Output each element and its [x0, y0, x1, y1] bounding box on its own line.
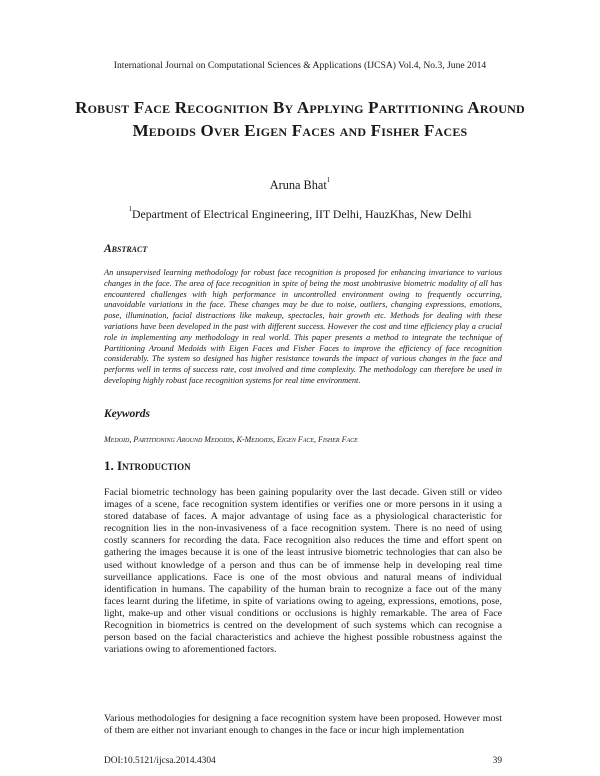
journal-header: International Journal on Computational Sciences & Applications (IJCSA) Vol.4, No.3, June 2014	[113, 60, 487, 71]
paper-title: Robust Face Recognition By Applying Partitioning Around Medoids Over Eigen Faces and Fisher Faces	[75, 98, 525, 140]
affiliation-text: Department of Electrical Engineering, IIT Delhi, HauzKhas, New Delhi	[132, 207, 472, 221]
abstract-heading: Abstract	[104, 243, 148, 255]
introduction-heading: 1. Introduction	[104, 458, 191, 473]
keywords-heading: Keywords	[104, 408, 150, 420]
page-number: 39	[492, 756, 502, 766]
affiliation-superscript: 1	[128, 205, 132, 213]
author-name: Aruna Bhat	[269, 178, 327, 192]
abstract-text: An unsupervised learning methodology for robust face recognition is proposed for enhancing invariance to various changes in the face. The area of face recognition in spite of being the most unobtrusive biometric modality of all has encountered challenges with high performance in uncontrolled environment owing to frequently occurring, unavoidable variations in the face. These changes may be due to noise, outliers, changing expressions, emotions, pose, illumination, facial distractions like makeup, spectacles, hair growth etc. Methods for dealing with these variations have been developed in the past with different success. However the cost and time efficiency play a crucial role in implementing any methodology in real world. This paper presents a method to integrate the technique of Partitioning Around Medoids with Eigen Faces and Fisher Faces to improve the efficiency of face recognition considerably. The system so designed has higher resistance towards the impact of various changes in the face and performs well in terms of success rate, cost involved and time complexity. The methodology can therefore be used in developing highly robust face recognition systems for real time environment.	[104, 268, 502, 385]
keywords-text: Medoid, Partitioning Around Medoids, K-Medoids, Eigen Face, Fisher Face	[104, 435, 358, 444]
introduction-paragraph-1: Facial biometric technology has been gaining popularity over the last decade. Given still or video images of a scene, face recognition system identifies or verifies one or more persons in it using a stored database of faces. A major advantage of using face as a physiological characteristic for recognition lies in the non-invasiveness of a face recognition system. There is no need of using costly scanners for recording the data. Face recognition also reduces the time and effort spent on gathering the images because it is one of the least intrusive biometric technologies that can also be used without knowledge of a person and thus can be of immense help in developing real time surveillance applications. Face is one of the most obvious and natural means of individual identification in humans. The capability of the human brain to recognize a face out of the many faces learnt during the lifetime, in spite of variations owing to ageing, expressions, emotions, pose, light, make-up and other visual conditions or occlusions is highly remarkable. The area of Face Recognition in biometrics is centred on the development of such systems which can recognise a person based on the facial characteristics and achieve the highest possible robustness against the variations owing to aforementioned factors.	[104, 487, 502, 656]
affiliation-line	[0, 207, 600, 222]
author-superscript: 1	[326, 176, 331, 184]
footer-doi: DOI:10.5121/ijcsa.2014.4304	[104, 756, 216, 766]
author-line	[0, 178, 600, 193]
introduction-paragraph-2: Various methodologies for designing a face recognition system have been proposed. However most of them are either not invariant enough to changes in the face or incur high implementation	[104, 713, 502, 737]
